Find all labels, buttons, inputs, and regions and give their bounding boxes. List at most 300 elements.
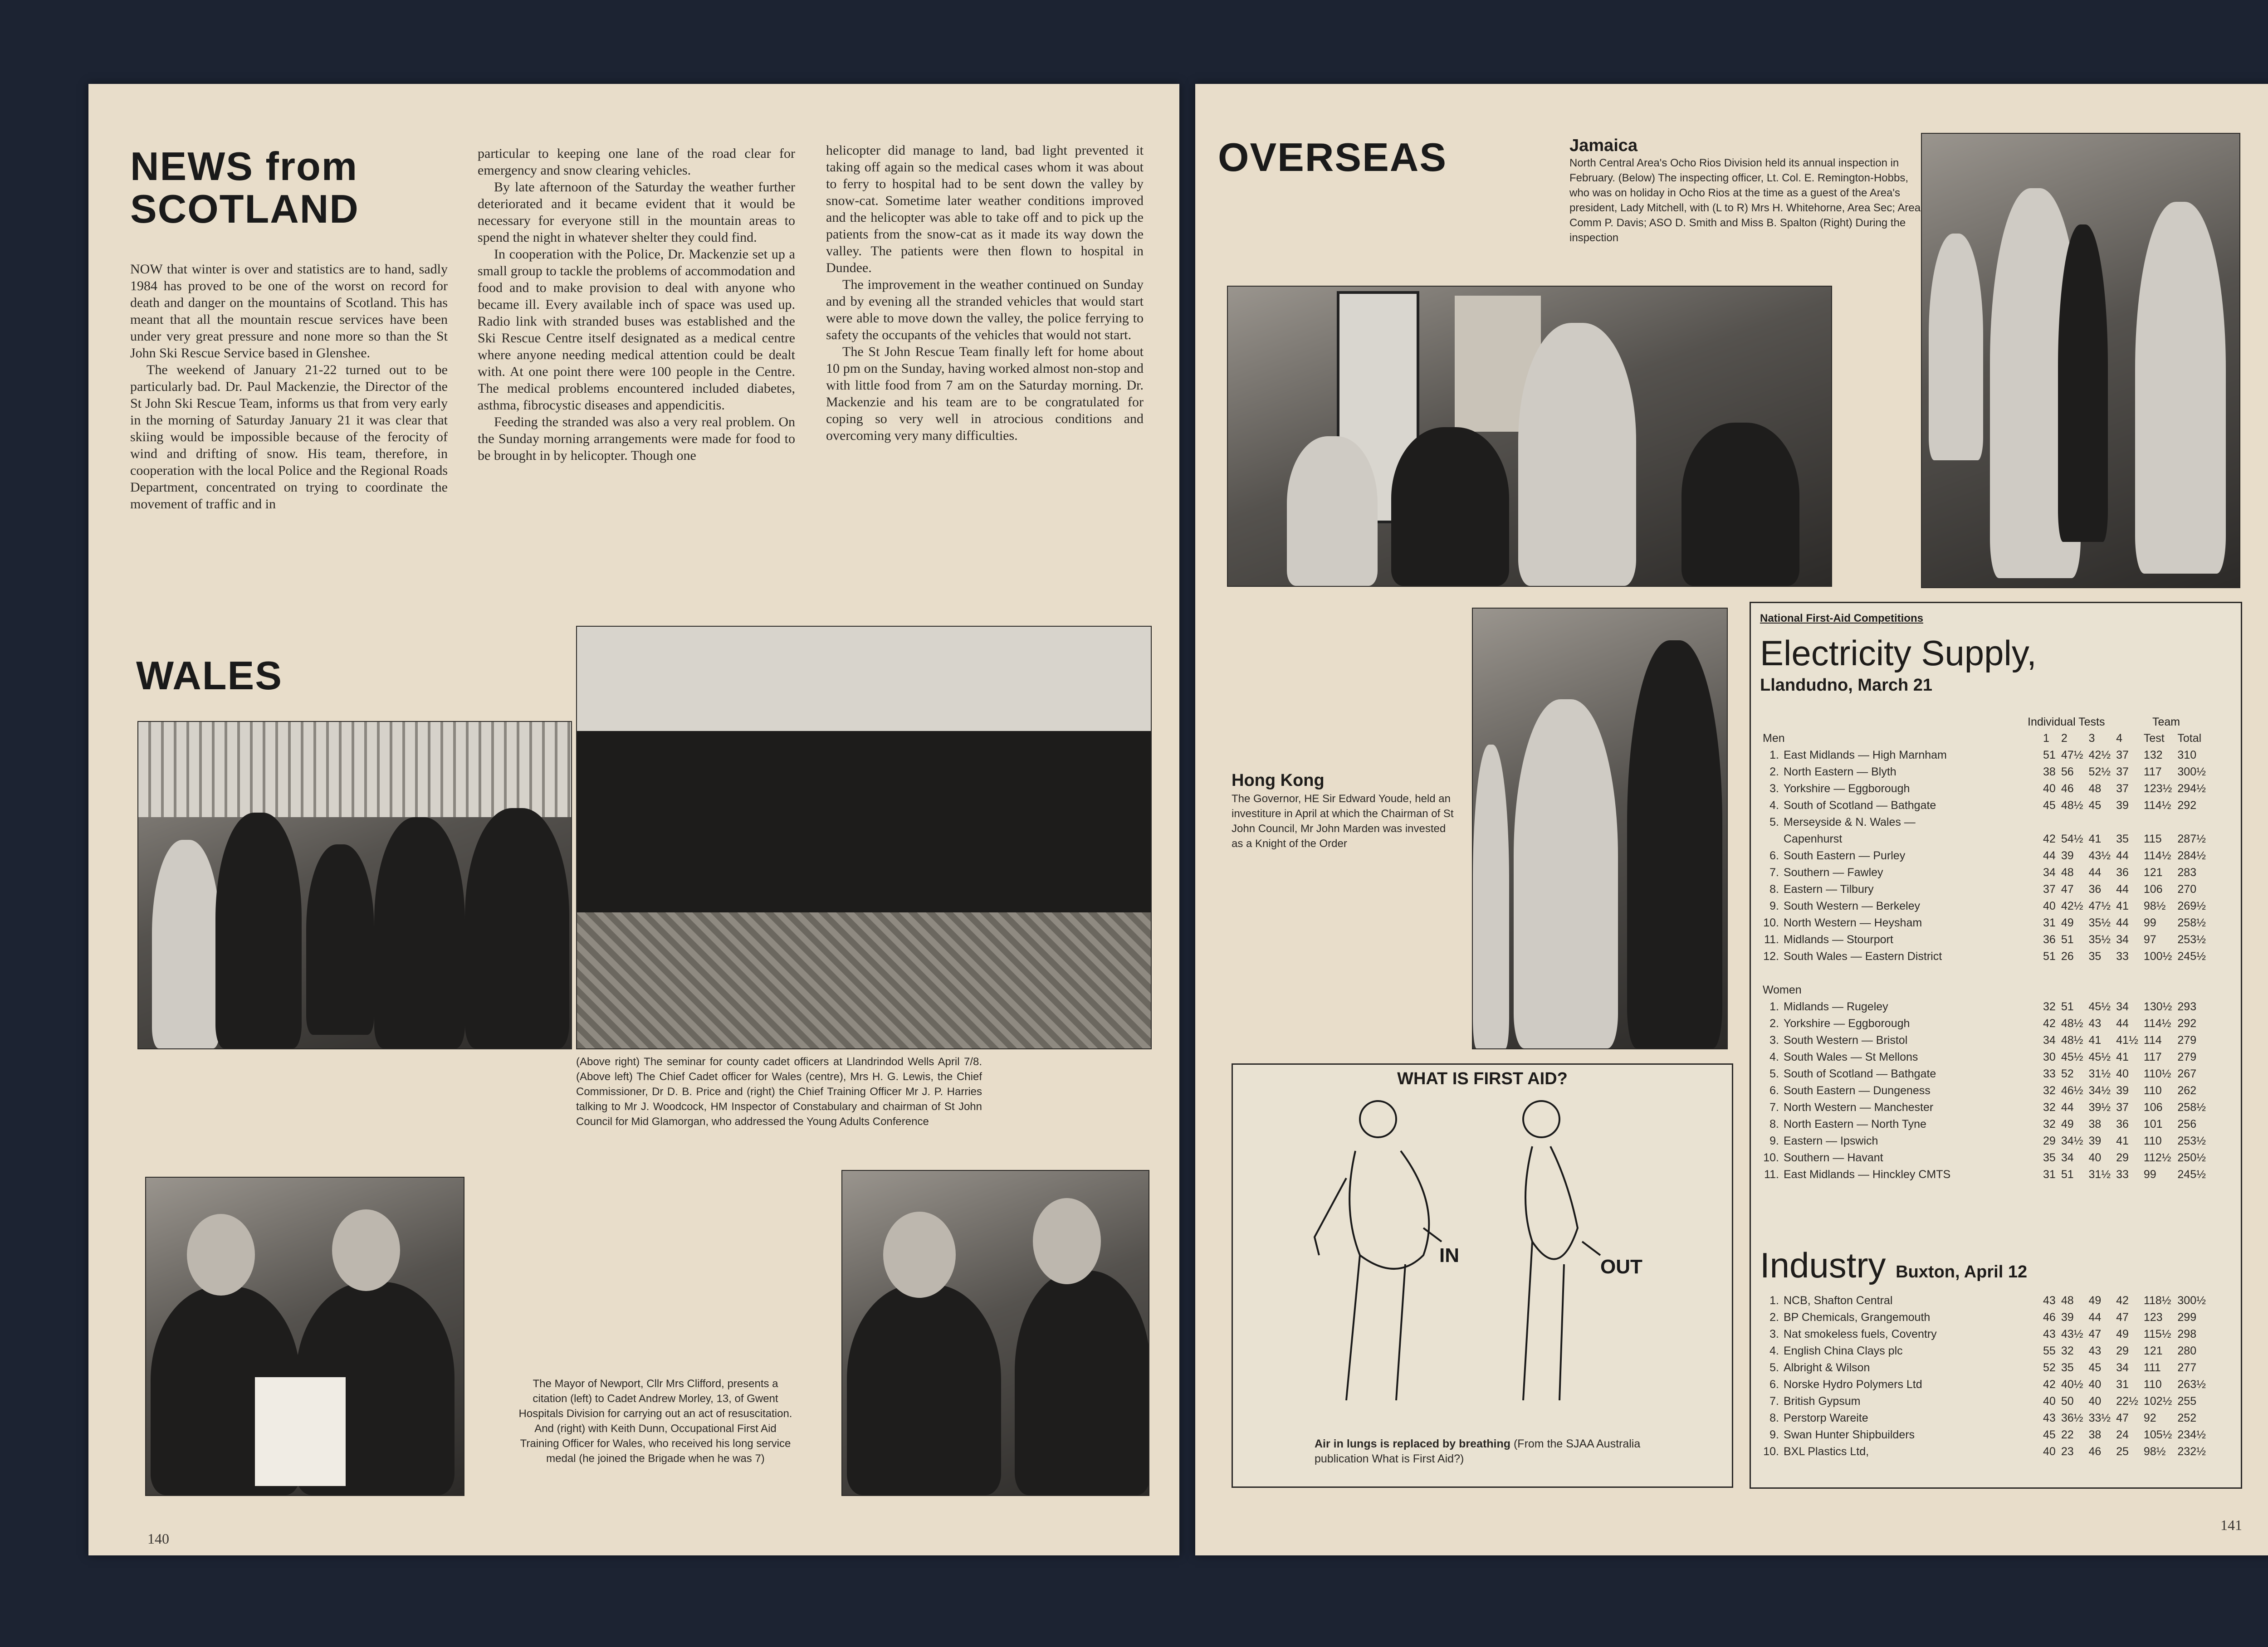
total-cell: 293: [2177, 1000, 2197, 1013]
name-cell: Eastern — Tilbury: [1784, 883, 1874, 896]
photo-figure: [2058, 224, 2108, 542]
breathing-cartoon: [1287, 1092, 1659, 1418]
total-cell: 300½: [2177, 765, 2206, 778]
score-cell: 55: [2043, 1345, 2056, 1357]
wales-caption: (Above right) The seminar for county cadet officers at Llandrindod Wells April 7/8. (Above left) The Chief Cadet officer for Wales (centre), Mrs H. G. Lewis, the Chief Commissioner, Dr D. B. Price and (right) the Chief Training Officer Mr J. P. Harries talking to Mr J. Woodcock, HM Inspector of Constabulary and chairman of St John Council for Mid Glamorgan, who addressed the Young Adults Conference: [576, 1056, 982, 1128]
score-cell: 29: [2116, 1151, 2129, 1164]
team-test-cell: 111: [2143, 1361, 2161, 1374]
article-paragraph: The St John Rescue Team finally left for home about 10 pm on the Sunday, having worked almost non-stop and with little food from 7 am on the Saturday morning. Dr. Mackenzie and his team are to be congratulated for coping so very well in atrocious conditions and overcoming very many difficulties.: [826, 344, 1144, 443]
photo-face: [187, 1214, 255, 1296]
score-cell: 46: [2043, 1311, 2056, 1324]
table-row: [1760, 1360, 2209, 1376]
team-test-cell: 110: [2143, 1084, 2162, 1097]
photo-figure: [465, 808, 569, 1048]
first-aid-cartoon-box: [1232, 1063, 1733, 1488]
team-test-cell: 97: [2143, 933, 2156, 946]
name-cell: British Gypsum: [1784, 1395, 1861, 1408]
wales-photo-right: [576, 626, 1152, 1049]
table-row: [1760, 999, 2209, 1015]
score-cell: 42: [2116, 1294, 2129, 1307]
industry-results-table: [1760, 1292, 2209, 1460]
total-cell: 258½: [2177, 916, 2206, 929]
total-cell: 263½: [2177, 1378, 2206, 1391]
name-cell: Merseyside & N. Wales —: [1784, 816, 1916, 828]
col-header: 4: [2116, 732, 2123, 745]
team-test-cell: 114½: [2143, 799, 2171, 812]
photo-figure: [1627, 640, 1722, 1048]
table-row: [1760, 1343, 2209, 1360]
score-cell: 32: [2043, 1084, 2056, 1097]
score-cell: 41½: [2116, 1034, 2138, 1047]
score-cell: 48: [2061, 1294, 2074, 1307]
photo-figure: [2135, 202, 2226, 574]
score-cell: 37: [2116, 765, 2129, 778]
newport-photo-left: [145, 1177, 464, 1496]
team-test-cell: 117: [2143, 765, 2162, 778]
name-cell: East Midlands — Hinckley CMTS: [1784, 1168, 1951, 1181]
score-cell: 33½: [2088, 1412, 2111, 1424]
name-cell: Capenhurst: [1784, 833, 1843, 845]
total-cell: 284½: [2177, 849, 2206, 862]
score-cell: 39: [2061, 849, 2074, 862]
name-cell: South of Scotland — Bathgate: [1784, 799, 1936, 812]
score-cell: 41: [2116, 900, 2129, 912]
total-cell: 270: [2177, 883, 2197, 896]
score-cell: 32: [2043, 1118, 2056, 1130]
score-cell: 52: [2043, 1361, 2056, 1374]
score-cell: 45: [2043, 799, 2056, 812]
col-header: 3: [2088, 732, 2095, 745]
name-cell: Yorkshire — Eggborough: [1784, 782, 1910, 795]
table-row: [1760, 1082, 2209, 1099]
scotland-column-3: [826, 142, 1144, 444]
rank-cell: 8.: [1769, 1412, 1779, 1424]
rank-cell: [1760, 831, 1781, 848]
cartoon-head-right: [1523, 1101, 1559, 1137]
score-cell: 48: [2088, 782, 2102, 795]
cartoon-legs-right: [1523, 1242, 1564, 1400]
score-cell: 51: [2061, 1168, 2074, 1181]
score-cell: 24: [2116, 1428, 2129, 1441]
score-cell: 39: [2116, 799, 2129, 812]
team-test-cell: 121: [2143, 866, 2163, 879]
electricity-results: [1760, 730, 2209, 1183]
score-cell: 37: [2116, 782, 2129, 795]
score-cell: 48½: [2061, 799, 2083, 812]
score-cell: 44: [2116, 849, 2129, 862]
photo-figure: [1518, 323, 1636, 586]
name-cell: Midlands — Stourport: [1784, 933, 1893, 946]
name-cell: South Eastern — Purley: [1784, 849, 1906, 862]
table-row: [1760, 1049, 2209, 1066]
rank-cell: 1.: [1769, 1294, 1779, 1307]
score-cell: 35½: [2088, 933, 2111, 946]
score-cell: 49: [2061, 916, 2074, 929]
score-cell: 34: [2043, 866, 2056, 879]
industry-subtitle: Buxton, April 12: [1896, 1262, 2028, 1282]
photo-figure: [1473, 745, 1509, 1048]
total-cell: 279: [2177, 1051, 2197, 1063]
score-cell: 40: [2043, 1445, 2056, 1458]
photo-figure: [1015, 1271, 1149, 1495]
team-test-cell: 123½: [2143, 782, 2172, 795]
article-paragraph: In cooperation with the Police, Dr. Mackenzie set up a small group to tackle the problems of accommodation and food and to make provision to deal with anyone who became ill. Every available inch of space was used up. Radio link with stranded buses was established and the Ski Rescue Centre itself designated as a medical centre where anyone needing medical attention could be dealt with. At one point there were 100 people in the Centre. The medical problems encountered included diabetes, asthma, fibrocystic diseases and appendicitis.: [478, 247, 795, 413]
total-cell: 292: [2177, 1017, 2197, 1030]
rank-cell: 3.: [1769, 1034, 1779, 1047]
score-cell: 45½: [2088, 1051, 2111, 1063]
first-aid-caption-bold: Air in lungs is replaced by breathing: [1315, 1437, 1511, 1450]
page-number: 141: [2220, 1517, 2242, 1533]
score-cell: 51: [2043, 950, 2056, 963]
score-cell: 40: [2043, 1395, 2056, 1408]
cartoon-head-left: [1360, 1101, 1396, 1137]
team-test-cell: 114½: [2143, 849, 2171, 862]
score-cell: 44: [2116, 883, 2129, 896]
total-cell: 298: [2177, 1328, 2197, 1340]
score-cell: 44: [2116, 916, 2129, 929]
total-cell: 256: [2177, 1118, 2197, 1130]
citation-certificate: [255, 1377, 346, 1486]
room-backdrop: [577, 627, 1151, 731]
rank-cell: 10.: [1763, 1151, 1779, 1164]
score-cell: 35½: [2088, 916, 2111, 929]
cartoon-body-left: [1349, 1151, 1429, 1269]
team-test-cell: 117: [2143, 1051, 2162, 1063]
score-cell: 43: [2043, 1294, 2056, 1307]
score-cell: 26: [2061, 950, 2074, 963]
team-test-cell: 98½: [2143, 1445, 2166, 1458]
jamaica-title: Jamaica: [1569, 136, 1638, 155]
name-cell: South Western — Berkeley: [1784, 900, 1921, 912]
electricity-subtitle: Llandudno, March 21: [1760, 676, 1933, 695]
rank-cell: 2.: [1769, 1017, 1779, 1030]
team-test-cell: 121: [2143, 1345, 2163, 1357]
score-cell: 36: [2088, 883, 2102, 896]
greenhouse-backdrop: [138, 722, 571, 817]
score-cell: 42: [2043, 1017, 2056, 1030]
scotland-column-2: [478, 145, 795, 464]
score-cell: 49: [2061, 1118, 2074, 1130]
cartoon-label-in: IN: [1439, 1244, 1459, 1267]
right-page: [1195, 84, 2268, 1555]
photo-figure: [306, 844, 374, 1035]
score-cell: 48½: [2061, 1034, 2083, 1047]
total-cell: 255: [2177, 1395, 2197, 1408]
table-row: [1760, 1427, 2209, 1443]
score-cell: 31½: [2088, 1067, 2111, 1080]
score-cell: 35: [2043, 1151, 2056, 1164]
industry-title-text: Industry: [1760, 1245, 1886, 1285]
total-cell: 252: [2177, 1412, 2197, 1424]
team-test-cell: 114: [2143, 1034, 2162, 1047]
table-row: [1760, 764, 2209, 780]
first-aid-cartoon-title: WHAT IS FIRST AID?: [1397, 1069, 1568, 1088]
name-cell: NCB, Shafton Central: [1784, 1294, 1893, 1307]
rank-cell: 4.: [1769, 1345, 1779, 1357]
group-of-officers: [577, 731, 1151, 912]
jamaica-group-photo: [1227, 286, 1832, 587]
arrow-in-icon: [1423, 1228, 1442, 1242]
score-cell: 36: [2116, 1118, 2129, 1130]
score-cell: 35: [2116, 833, 2129, 845]
table-row: [1760, 881, 2209, 898]
score-cell: 44: [2116, 1017, 2129, 1030]
score-cell: 38: [2088, 1118, 2102, 1130]
table-row: [1760, 1326, 2209, 1343]
col-header: 2: [2061, 732, 2068, 745]
total-cell: 280: [2177, 1345, 2197, 1357]
score-cell: 45½: [2088, 1000, 2111, 1013]
score-cell: 42½: [2061, 900, 2083, 912]
score-cell: 42: [2043, 1378, 2056, 1391]
scotland-headline: [130, 145, 359, 230]
score-cell: 50: [2061, 1395, 2074, 1408]
score-cell: 52½: [2088, 765, 2111, 778]
rank-cell: 4.: [1769, 1051, 1779, 1063]
score-cell: 41: [2116, 1135, 2129, 1147]
col-header: 1: [2043, 732, 2049, 745]
scotland-headline-line1: NEWS from: [130, 144, 358, 189]
score-cell: 35: [2061, 1361, 2074, 1374]
photo-face: [883, 1212, 956, 1298]
score-cell: 47: [2088, 1328, 2102, 1340]
table-row: [1760, 1116, 2209, 1133]
score-cell: 47½: [2088, 900, 2111, 912]
team-test-cell: 105½: [2143, 1428, 2172, 1441]
photo-face: [332, 1209, 400, 1291]
name-cell: South Wales — St Mellons: [1784, 1051, 1918, 1063]
score-cell: 37: [2043, 883, 2056, 896]
name-cell: South Western — Bristol: [1784, 1034, 1908, 1047]
team-test-cell: 110: [2143, 1378, 2162, 1391]
name-cell: Swan Hunter Shipbuilders: [1784, 1428, 1915, 1441]
team-test-cell: 130½: [2143, 1000, 2172, 1013]
wales-photo-left: [137, 721, 572, 1049]
spacer-row: [1760, 965, 2209, 982]
team-test-cell: 101: [2143, 1118, 2163, 1130]
table-row: [1760, 1166, 2209, 1183]
score-cell: [2058, 814, 2086, 831]
name-cell: BP Chemicals, Grangemouth: [1784, 1311, 1931, 1324]
score-cell: 29: [2116, 1345, 2129, 1357]
total-cell: 267: [2177, 1067, 2197, 1080]
article-paragraph: The weekend of January 21-22 turned out to be particularly bad. Dr. Paul Mackenzie, the Director of the St John Ski Rescue Team, informs us that from very early in the morning of Saturday January 21 it was clear that skiing would be impossible because of the ferocity of wind and drifting of snow. His team, therefore, in cooperation with the local Police and the Regional Roads Department, concentrated on trying to coordinate the movement of traffic and in: [130, 362, 448, 512]
jamaica-caption: North Central Area's Ocho Rios Division held its annual inspection in February. (Below) The inspecting officer, Lt. Col. E. Remington-Hobbs, who was on holiday in Ocho Rios at the time as a guest of the Area's president, Lady Mitchell, with (L to R) Mrs H. Whitehorne, Area Sec; Area Comm P. Davis; ASO D. Smith and Miss B. Spalton (Right) During the inspection: [1569, 157, 1921, 244]
table-header-row: [1760, 730, 2209, 747]
team-test-cell: 115: [2143, 833, 2162, 845]
score-cell: 31: [2043, 1168, 2056, 1181]
team-test-cell: 98½: [2143, 900, 2166, 912]
team-test-cell: 110: [2143, 1135, 2162, 1147]
men-label: Men: [1763, 732, 1785, 745]
score-cell: 45: [2043, 1428, 2056, 1441]
score-cell: 40: [2088, 1395, 2102, 1408]
table-row: [1760, 1066, 2209, 1082]
total-cell: 300½: [2177, 1294, 2206, 1307]
score-cell: 36: [2116, 866, 2129, 879]
cartoon-legs-left: [1346, 1255, 1405, 1400]
col-header: Total: [2177, 732, 2202, 745]
score-cell: 34½: [2088, 1084, 2111, 1097]
cartoon-body-right: [1525, 1146, 1578, 1259]
photo-face: [1033, 1198, 1101, 1284]
rank-cell: 7.: [1769, 1395, 1779, 1408]
rank-cell: 6.: [1769, 849, 1779, 862]
newport-caption: The Mayor of Newport, Cllr Mrs Clifford, presents a citation (left) to Cadet Andrew Morley, 13, of Gwent Hospitals Division for carrying out an act of resuscitation. And (right) with Keith Dunn, Occupational First Aid Training Officer for Wales, who received his long service medal (he joined the Brigade when he was 7): [518, 1378, 792, 1465]
team-test-cell: 99: [2143, 1168, 2156, 1181]
team-test-cell: [2141, 814, 2175, 831]
score-cell: 31½: [2088, 1168, 2111, 1181]
name-cell: North Western — Heysham: [1784, 916, 1922, 929]
score-cell: 47: [2116, 1412, 2129, 1424]
score-cell: 43: [2088, 1345, 2102, 1357]
score-cell: 41: [2116, 1051, 2129, 1063]
score-cell: 48½: [2061, 1017, 2083, 1030]
score-cell: 35: [2088, 950, 2102, 963]
total-cell: 253½: [2177, 1135, 2206, 1147]
name-cell: Southern — Fawley: [1784, 866, 1883, 879]
hongkong-title: Hong Kong: [1232, 771, 1325, 790]
score-cell: 44: [2088, 1311, 2102, 1324]
score-cell: 43: [2088, 1017, 2102, 1030]
team-test-cell: 92: [2143, 1412, 2156, 1424]
table-row: [1760, 1443, 2209, 1460]
photo-figure: [1514, 699, 1618, 1048]
total-cell: 287½: [2177, 833, 2206, 845]
score-cell: 41: [2088, 1034, 2102, 1047]
rank-cell: 9.: [1769, 1135, 1779, 1147]
score-cell: 44: [2061, 1101, 2074, 1114]
table-row: [1760, 814, 2209, 831]
score-cell: 29: [2043, 1135, 2056, 1147]
rank-cell: 7.: [1769, 1101, 1779, 1114]
score-cell: 45½: [2061, 1051, 2083, 1063]
table-row: [1760, 797, 2209, 814]
cartoon-label-out: OUT: [1600, 1256, 1642, 1278]
first-aid-cartoon-caption: [1315, 1437, 1668, 1467]
women-label: Women: [1763, 984, 1802, 996]
left-page: [88, 84, 1179, 1555]
article-paragraph: By late afternoon of the Saturday the weather further deteriorated and it became evident that it would be necessary for everyone still in the mountain areas to spend the night in whatever shelter they could find.: [478, 180, 795, 245]
name-cell: North Western — Manchester: [1784, 1101, 1934, 1114]
score-cell: 33: [2116, 950, 2129, 963]
name-cell: Southern — Havant: [1784, 1151, 1883, 1164]
score-cell: 37: [2116, 749, 2129, 761]
overseas-headline: OVERSEAS: [1218, 135, 1447, 180]
team-test-cell: 100½: [2143, 950, 2172, 963]
table-row: [1760, 915, 2209, 931]
wales-headline: WALES: [136, 653, 283, 698]
score-cell: 23: [2061, 1445, 2074, 1458]
rank-cell: 1.: [1769, 749, 1779, 761]
total-cell: 294½: [2177, 782, 2206, 795]
score-cell: 39: [2088, 1135, 2102, 1147]
table-row: [1760, 898, 2209, 915]
team-test-cell: 118½: [2143, 1294, 2171, 1307]
photo-figure: [1391, 427, 1509, 586]
score-cell: 30: [2043, 1051, 2056, 1063]
score-cell: 46: [2061, 782, 2074, 795]
score-cell: 43½: [2088, 849, 2111, 862]
score-cell: 54½: [2061, 833, 2083, 845]
score-cell: 32: [2043, 1000, 2056, 1013]
jamaica-inspection-photo: [1921, 133, 2240, 588]
name-cell: East Midlands — High Marnham: [1784, 749, 1947, 761]
table-header-row: [1760, 982, 2209, 999]
article-paragraph: Feeding the stranded was also a very real problem. On the Sunday morning arrangements were made for food to be brought in by helicopter. Though one: [478, 414, 795, 463]
score-cell: 41: [2088, 833, 2102, 845]
score-cell: 42: [2043, 833, 2056, 845]
score-cell: 38: [2088, 1428, 2102, 1441]
name-cell: South Wales — Eastern District: [1784, 950, 1942, 963]
electricity-results-table: [1760, 730, 2209, 1183]
rank-cell: 1.: [1769, 1000, 1779, 1013]
score-cell: 33: [2043, 1067, 2056, 1080]
col-header: Test: [2143, 732, 2165, 745]
score-cell: 46: [2088, 1445, 2102, 1458]
score-cell: 42½: [2088, 749, 2111, 761]
total-cell: 262: [2177, 1084, 2197, 1097]
score-cell: 39: [2116, 1084, 2129, 1097]
table-row: [1760, 1032, 2209, 1049]
score-cell: 43½: [2061, 1328, 2083, 1340]
patterned-carpet: [577, 912, 1151, 1048]
total-cell: 253½: [2177, 933, 2206, 946]
table-row: [1760, 948, 2209, 965]
score-cell: 51: [2061, 1000, 2074, 1013]
table-row: [1760, 1393, 2209, 1410]
score-cell: 34: [2116, 933, 2129, 946]
score-cell: 39: [2061, 1311, 2074, 1324]
table-row: [1760, 848, 2209, 864]
score-cell: 40: [2088, 1151, 2102, 1164]
score-cell: 22½: [2116, 1395, 2138, 1408]
article-paragraph: NOW that winter is over and statistics are to hand, sadly 1984 has proved to be one of the worst on record for death and danger on the mountains of Scotland. This has meant that all the mountain rescue services have been under very great pressure and none more so than the St John Ski Rescue Service based in Glenshee.: [130, 262, 448, 361]
rank-cell: 5.: [1769, 1067, 1779, 1080]
name-cell: North Eastern — Blyth: [1784, 765, 1897, 778]
electricity-title: Electricity Supply,: [1760, 633, 2037, 673]
score-cell: 46½: [2061, 1084, 2083, 1097]
rank-cell: 10.: [1763, 1445, 1779, 1458]
table-row: [1760, 780, 2209, 797]
score-cell: 49: [2116, 1328, 2129, 1340]
name-cell: Midlands — Rugeley: [1784, 1000, 1888, 1013]
score-cell: 45: [2088, 799, 2102, 812]
hongkong-caption: The Governor, HE Sir Edward Youde, held an investiture in April at which the Chairman of St John Council, Mr John Marden was invested as a Knight of the Order: [1232, 793, 1454, 850]
first-aid-caption-rest: (From the SJAA Australia publication What is First Aid?): [1315, 1437, 1641, 1465]
score-cell: [2086, 814, 2113, 831]
score-cell: 43: [2043, 1328, 2056, 1340]
total-cell: [2175, 814, 2209, 831]
rank-cell: 11.: [1764, 1168, 1779, 1181]
photo-figure: [215, 813, 302, 1048]
table-row: [1760, 1150, 2209, 1166]
score-cell: 33: [2116, 1168, 2129, 1181]
score-cell: 36½: [2061, 1412, 2083, 1424]
total-cell: 277: [2177, 1361, 2197, 1374]
score-cell: 34: [2116, 1361, 2129, 1374]
score-cell: 47½: [2061, 749, 2083, 761]
total-cell: 234½: [2177, 1428, 2206, 1441]
table-row: [1760, 1309, 2209, 1326]
hongkong-investiture-photo: [1472, 608, 1728, 1049]
rank-cell: 12.: [1763, 950, 1779, 963]
team-test-cell: 132: [2143, 749, 2163, 761]
rank-cell: 11.: [1764, 933, 1779, 946]
rank-cell: 6.: [1769, 1084, 1779, 1097]
score-cell: 44: [2043, 849, 2056, 862]
score-cell: 51: [2043, 749, 2056, 761]
